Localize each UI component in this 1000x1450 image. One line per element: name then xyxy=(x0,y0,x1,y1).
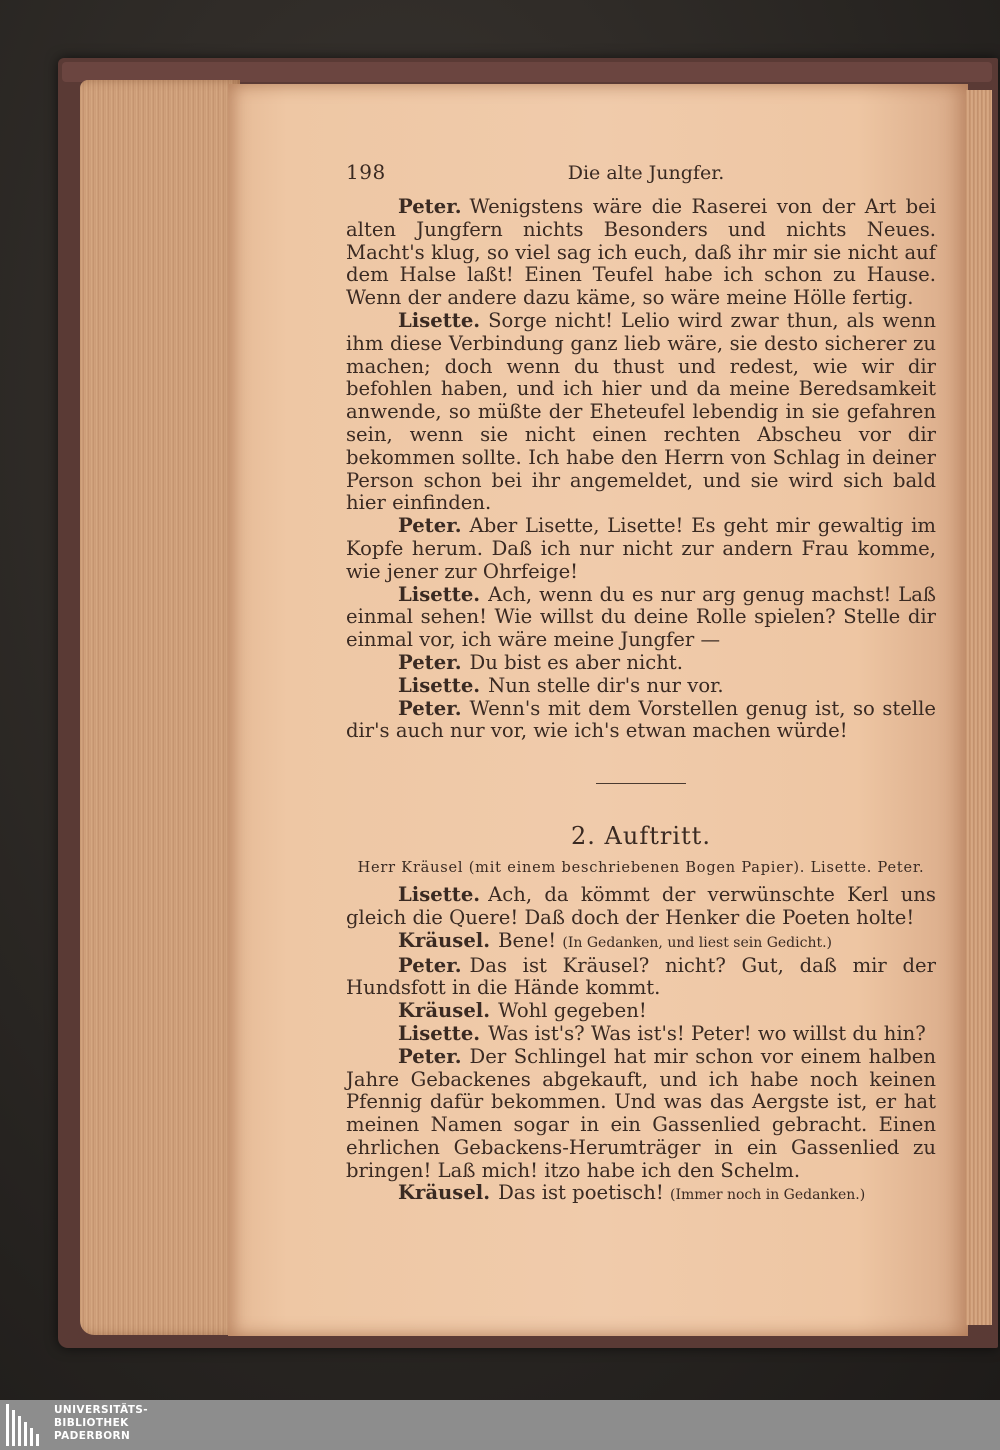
dialogue-paragraph xyxy=(346,310,936,515)
scene-heading: 2. Auftritt. xyxy=(571,822,711,851)
speaker-name: Kräusel. xyxy=(398,928,491,952)
dialogue-paragraph xyxy=(346,515,936,583)
scene-dialogue-block xyxy=(346,884,936,1207)
speaker-name: Kräusel. xyxy=(398,1181,491,1205)
speech-text: Was ist's? Was ist's! Peter! wo willst du hin? xyxy=(488,1021,926,1045)
inline-stage-direction: (Immer noch in Gedanken.) xyxy=(670,1187,866,1204)
speech-text: Wenn's mit dem Vorstellen genug ist, so stelle dir's auch nur vor, wie ich's etwan machen würde! xyxy=(346,696,936,743)
speech-text: Aber Lisette, Lisette! Es geht mir gewaltig im Kopfe herum. Daß ich nur nicht zur andern Frau komme, wie jener zur Ohrfeige! xyxy=(346,514,936,583)
speaker-name: Lisette. xyxy=(398,308,481,332)
speech-text: Der Schlingel hat mir schon vor einem halben Jahre Gebackenes abgekauft, und ich habe noch keinen Pfennig dafür bekommen. Und was das Aergste ist, er hat meinen Namen sogar in ein Gassenlied gebracht. Einen ehrlichen Gebackens-Herumträger in ein Gassenlied zu bringen! Laß mich! itzo habe ich den Schelm. xyxy=(346,1044,936,1182)
dialogue-paragraph xyxy=(346,584,936,652)
library-book-icon xyxy=(4,1402,46,1448)
speaker-name: Peter. xyxy=(398,1044,462,1068)
speaker-name: Peter. xyxy=(398,195,462,218)
speech-text: Das ist poetisch! xyxy=(498,1181,664,1205)
speaker-name: Lisette. xyxy=(398,582,481,606)
speaker-name: Peter. xyxy=(398,953,462,977)
inline-stage-direction: (In Gedanken, und liest sein Gedicht.) xyxy=(562,934,832,951)
speaker-name: Kräusel. xyxy=(398,999,491,1023)
speaker-name: Lisette. xyxy=(398,1021,481,1045)
speaker-name: Lisette. xyxy=(398,673,481,697)
dialogue-paragraph xyxy=(346,1023,936,1046)
footer-bar xyxy=(0,1400,1000,1450)
speech-text: Ach, wenn du es nur arg genug machst! Laß einmal sehen! Wie willst du deine Rolle spielen? Stelle dir einmal vor, ich wäre meine Jungfer — xyxy=(346,582,936,652)
speech-text: Du bist es aber nicht. xyxy=(469,650,683,674)
page-text-block xyxy=(346,160,936,1207)
scene-divider xyxy=(596,783,686,784)
library-name-line-2: BIBLIOTHEK xyxy=(54,1417,129,1429)
dialogue-paragraph xyxy=(346,675,936,698)
speaker-name: Lisette. xyxy=(398,883,481,907)
dialogue-paragraph xyxy=(346,652,936,675)
speaker-name: Peter. xyxy=(398,514,462,538)
dialogue-paragraph xyxy=(346,884,936,930)
book-cover-top-edge xyxy=(62,62,992,82)
speech-text: Bene! xyxy=(498,928,557,952)
page-header xyxy=(346,160,936,196)
dialogue-paragraph xyxy=(346,1046,936,1183)
page-stack-edge xyxy=(80,80,240,1335)
speech-text: Sorge nicht! Lelio wird zwar thun, als wenn ihm diese Verbindung ganz lieb wäre, sie desto sicherer zu machen; doch wenn du thust und redest, wie wir dir befohlen haben, und ich hier und da meine Beredsamkeit anwende, so müßte der Eheteufel lebendig in sie gefahren sein, wenn sie nicht einen rechten Abscheu vor dir bekommen sollte. Ich habe den Herrn von Schlag in deiner Person schon bei ihr angemeldet, und sie wird sich bald hier einfinden. xyxy=(346,308,936,515)
speech-text: Ach, da kömmt der verwünschte Kerl uns gleich die Quere! Daß doch der Henker die Poeten holte! xyxy=(346,883,936,929)
running-title: Die alte Jungfer. xyxy=(567,162,725,184)
stage-direction: Herr Kräusel (mit einem beschriebenen Bogen Papier). Lisette. Peter. xyxy=(357,860,925,877)
facing-page-edge xyxy=(966,90,992,1325)
speech-text: Wenigstens wäre die Raserei von der Art bei alten Jungfern nichts Besonders und nichts Neues. Macht's klug, so viel sag ich euch, daß ihr mir sie nicht auf dem Halse laßt! Einen Teufel habe ich schon zu Hause. Wenn der andere dazu käme, so wäre meine Hölle fertig. xyxy=(346,195,936,310)
page-number: 198 xyxy=(346,160,386,184)
speaker-name: Peter. xyxy=(398,696,462,720)
library-name-line-1: UNIVERSITÄTS- xyxy=(54,1404,149,1416)
library-name xyxy=(54,1404,148,1443)
dialogue-paragraph xyxy=(346,698,936,744)
speech-text: Nun stelle dir's nur vor. xyxy=(488,673,724,697)
dialogue-paragraph xyxy=(346,930,936,955)
dialogue-paragraph xyxy=(346,1182,936,1207)
speaker-name: Peter. xyxy=(398,650,462,674)
library-name-line-3: PADERBORN xyxy=(54,1430,131,1442)
dialogue-paragraph xyxy=(346,1000,936,1023)
dialogue-paragraph xyxy=(346,955,936,1001)
speech-text: Das ist Kräusel? nicht? Gut, daß mir der Hundsfott in die Hände kommt. xyxy=(346,953,936,1000)
dialogue-block xyxy=(346,196,936,743)
speech-text: Wohl gegeben! xyxy=(498,999,647,1023)
dialogue-paragraph xyxy=(346,196,936,310)
